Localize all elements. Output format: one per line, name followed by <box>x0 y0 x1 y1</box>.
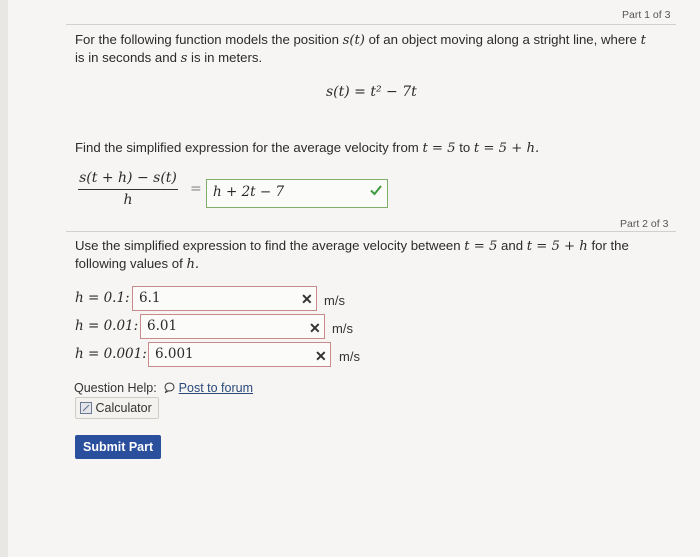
velocity-input-3[interactable] <box>148 342 331 367</box>
part2-separator <box>66 231 676 232</box>
difference-quotient-numerator: s(t + h) − s(t) <box>79 170 177 186</box>
calculator-icon <box>80 402 92 414</box>
difference-quotient-denominator: h <box>123 192 133 208</box>
equals-sign: = <box>190 181 202 197</box>
part2-label: Part 2 of 3 <box>620 218 669 230</box>
velocity-input-2[interactable] <box>140 314 325 339</box>
question-help-label: Question Help: <box>74 381 157 395</box>
part1-separator <box>66 24 676 25</box>
velocity-input-1[interactable] <box>132 286 317 311</box>
calculator-button[interactable]: Calculator <box>75 397 159 419</box>
average-velocity-question: Find the simplified expression for the average velocity from t = 5 to t = 5 + h. <box>75 140 540 156</box>
h-label-1: h = 0.1: <box>75 290 130 306</box>
part1-answer-field[interactable] <box>206 179 388 208</box>
part1-answer-value: h + 2t − 7 <box>213 184 285 200</box>
fraction-bar <box>78 189 178 190</box>
incorrect-x-icon: ✕ <box>315 348 327 364</box>
speech-bubble-icon <box>164 382 175 393</box>
units-2: m/s <box>332 321 353 336</box>
velocity-value-3: 6.001 <box>155 346 194 362</box>
submit-part-button[interactable]: Submit Part <box>75 435 161 459</box>
position-function: s(t) = t² − 7t <box>326 84 417 100</box>
part1-intro: For the following function models the position s(t) of an object moving along a stright line, where t is in seconds and s is in meters. <box>75 32 646 66</box>
units-3: m/s <box>339 349 360 364</box>
incorrect-x-icon: ✕ <box>301 291 313 307</box>
velocity-value-1: 6.1 <box>139 290 161 306</box>
h-label-2: h = 0.01: <box>75 318 139 334</box>
velocity-value-2: 6.01 <box>147 318 178 334</box>
h-label-3: h = 0.001: <box>75 346 147 362</box>
part2-question: Use the simplified expression to find the average velocity between t = 5 and t = 5 + h for the following values of h. <box>75 238 629 272</box>
checkmark-icon <box>369 183 383 202</box>
incorrect-x-icon: ✕ <box>309 320 321 336</box>
units-1: m/s <box>324 293 345 308</box>
post-to-forum-link[interactable]: Post to forum <box>164 381 253 395</box>
question-help <box>74 381 253 395</box>
part1-label: Part 1 of 3 <box>622 9 671 21</box>
question-page <box>8 0 700 557</box>
